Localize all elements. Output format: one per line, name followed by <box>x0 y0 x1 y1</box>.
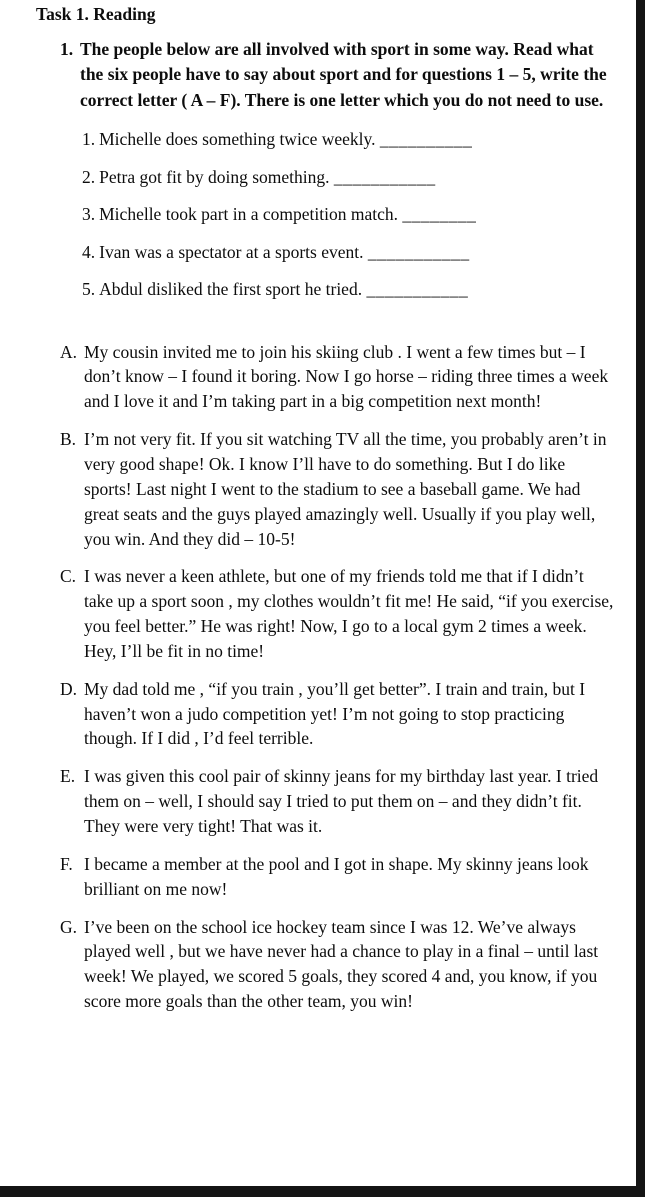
passage-a <box>60 340 619 415</box>
passage-text: I became a member at the pool and I got in shape. My skinny jeans look brilliant on me now! <box>84 853 589 899</box>
passage-g <box>60 915 619 1014</box>
question-text: Petra got fit by doing something. <box>99 166 330 187</box>
passage-text: My dad told me , “if you train , you’ll get better”. I train and train, but I haven’t won a judo competition yet! I’m not going to stop practicing though. If I did , I’d feel terrible. <box>84 678 586 749</box>
task-instruction <box>60 37 619 113</box>
instruction-number: 1. <box>60 39 74 59</box>
question-number: 4. <box>82 241 96 262</box>
question-list <box>82 127 619 302</box>
question-number: 5. <box>82 279 96 300</box>
passage-letter: B. <box>60 429 77 450</box>
question-text: Michelle does something twice weekly. <box>99 129 376 150</box>
question-item-1 <box>82 127 619 152</box>
passage-letter: C. <box>60 566 77 587</box>
passage-b <box>60 427 619 551</box>
answer-blank: __________ <box>379 129 473 150</box>
scan-edge-bottom <box>0 1186 645 1197</box>
answer-blank: ___________ <box>333 166 436 187</box>
question-text: Abdul disliked the first sport he tried. <box>99 279 363 300</box>
question-number: 3. <box>82 204 96 225</box>
passage-text: I’ve been on the school ice hockey team since I was 12. We’ve always played well , but we have never had a chance to play in a final – until last week! We played, we scored 5 goals, they scored 4 and, you know, if you score more goals than the other team, you win! <box>84 916 599 1012</box>
passage-d <box>60 677 619 752</box>
passage-letter: F. <box>60 853 73 874</box>
instruction-text: The people below are all involved with sport in some way. Read what the six people have to say about sport and for questions 1 – 5, write the correct letter ( A – F). There is one letter which you do not need to use. <box>80 39 607 110</box>
passage-text: My cousin invited me to join his skiing club . I went a few times but – I don’t know – I found it boring. Now I go horse – riding three times a week and I love it and I’m taking part in a big competition next month! <box>84 341 609 412</box>
question-number: 1. <box>82 129 96 150</box>
question-item-2 <box>82 165 619 190</box>
question-item-5 <box>82 277 619 302</box>
question-text: Michelle took part in a competition match. <box>99 204 399 225</box>
question-item-3 <box>82 202 619 227</box>
passage-letter: D. <box>60 678 78 699</box>
passage-letter: E. <box>60 766 76 787</box>
passage-text: I was never a keen athlete, but one of my friends told me that if I didn’t take up a sport soon , my clothes wouldn’t fit me! He said, “if you exercise, you feel better.” He was right! Now, I go to a local gym 2 times a week. Hey, I’ll be fit in no time! <box>84 566 614 661</box>
answer-blank: ___________ <box>367 241 470 262</box>
passage-list <box>60 340 619 1014</box>
answer-blank: ________ <box>402 204 477 225</box>
page-title: Task 1. Reading <box>36 4 156 24</box>
answer-blank: ___________ <box>366 279 469 300</box>
passage-text: I was given this cool pair of skinny jeans for my birthday last year. I tried them on – well, I should say I tried to put them on – and they didn’t fit. They were very tight! That was it. <box>84 766 599 836</box>
passage-e <box>60 764 619 839</box>
scan-edge-right <box>636 0 645 1197</box>
question-item-4 <box>82 240 619 265</box>
passage-c <box>60 564 619 663</box>
passage-text: I’m not very fit. If you sit watching TV all the time, you probably aren’t in very good shape! Ok. I know I’ll have to do something. But I do like sports! Last night I went to the stadium to see a baseball game. We had great seats and the guys played amazingly well. Usually if you play well, you win. And they did – 10-5! <box>84 429 607 549</box>
question-text: Ivan was a spectator at a sports event. <box>99 241 364 262</box>
question-number: 2. <box>82 166 96 187</box>
passage-f <box>60 852 619 902</box>
passage-letter: A. <box>60 341 78 362</box>
passage-letter: G. <box>60 916 78 937</box>
